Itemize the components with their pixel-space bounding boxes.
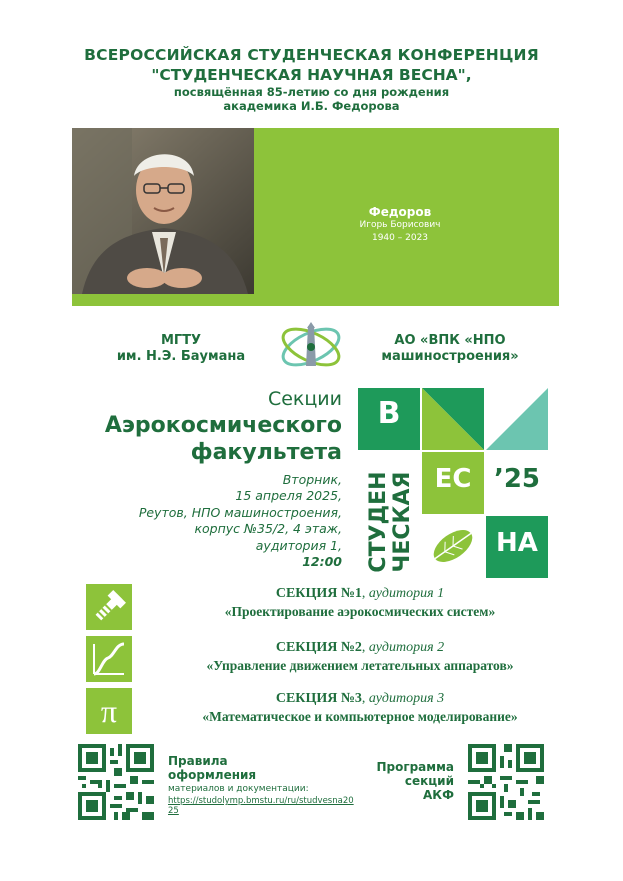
section-2-title: «Управление движением летательных аппаратов» bbox=[206, 658, 514, 673]
brand-letters-na: НА bbox=[496, 528, 538, 558]
organizer-left-line2: им. Н.Э. Баумана bbox=[116, 349, 246, 364]
dedication-name: академика И.Б. Федорова bbox=[223, 99, 400, 113]
rules-qr-code[interactable] bbox=[78, 744, 154, 820]
brand-vertical-text bbox=[367, 459, 415, 585]
brand-vertical-2: ЧЕСКАЯ bbox=[390, 471, 415, 573]
program-label bbox=[350, 760, 454, 802]
brand-year: ’25 bbox=[493, 464, 541, 494]
brand-letters-es: ЕС bbox=[434, 464, 472, 494]
organizer-npo bbox=[350, 333, 550, 365]
section-1-title: «Проектирование аэрокосмических систем» bbox=[224, 604, 496, 619]
event-room: аудитория 1, bbox=[255, 538, 342, 553]
faculty-logo bbox=[268, 320, 354, 374]
rules-link[interactable]: https://studolymp.bmstu.ru/ru/studvesna2025 bbox=[168, 796, 354, 816]
event-date: 15 апреля 2025, bbox=[235, 488, 342, 503]
sections-heading-1: Секции bbox=[267, 388, 342, 410]
program-line2: секций bbox=[404, 774, 454, 788]
program-line3: АКФ bbox=[423, 788, 454, 802]
section-3-title: «Математическое и компьютерное моделирование» bbox=[202, 709, 518, 724]
brand-vertical-1: СТУДЕН bbox=[366, 471, 391, 573]
section-3-room: аудитория 3 bbox=[368, 691, 445, 706]
section-2-room: аудитория 2 bbox=[368, 640, 445, 655]
section-1-room: аудитория 1 bbox=[368, 586, 445, 601]
sections-heading-2: Аэрокосмического bbox=[104, 413, 342, 438]
section-2-header: СЕКЦИЯ №2, аудитория 2 bbox=[275, 640, 445, 655]
rules-subtitle: материалов и документации: bbox=[168, 784, 309, 794]
rules-line1: Правила bbox=[168, 754, 228, 768]
section-3-number: СЕКЦИЯ №3 bbox=[275, 691, 362, 706]
organizer-bmstu bbox=[116, 333, 246, 365]
section-1-number: СЕКЦИЯ №1 bbox=[275, 586, 362, 601]
portrait-surname: Федоров bbox=[368, 205, 432, 219]
svg-text:π: π bbox=[100, 693, 118, 729]
event-day: Вторник, bbox=[282, 472, 342, 487]
organizer-right-line1: АО «ВПК «НПО bbox=[394, 333, 506, 348]
organizer-right-line2: машиностроения» bbox=[381, 349, 519, 364]
event-building: корпус №35/2, 4 этаж, bbox=[194, 521, 342, 536]
rules-line2: оформления bbox=[168, 768, 257, 782]
program-line1: Программа bbox=[376, 760, 454, 774]
rules-heading bbox=[168, 754, 358, 782]
conference-name: "СТУДЕНЧЕСКАЯ НАУЧНАЯ ВЕСНА", bbox=[151, 66, 472, 84]
section-3-header: СЕКЦИЯ №3, аудитория 3 bbox=[275, 691, 445, 706]
student-spring-logo bbox=[358, 388, 548, 578]
portrait-photo bbox=[72, 128, 254, 294]
portrait-years: 1940 – 2023 bbox=[371, 233, 429, 243]
conference-title: ВСЕРОССИЙСКАЯ СТУДЕНЧЕСКАЯ КОНФЕРЕНЦИЯ bbox=[84, 46, 539, 64]
event-place: Реутов, НПО машиностроения, bbox=[138, 505, 342, 520]
program-qr-code[interactable] bbox=[468, 744, 544, 820]
dedication-line: посвящённая 85-летию со дня рождения bbox=[173, 85, 450, 99]
portrait-first-name: Игорь Борисович bbox=[359, 220, 441, 230]
event-time: 12:00 bbox=[302, 554, 342, 569]
sections-heading-3: факультета bbox=[190, 440, 342, 465]
brand-letter-v: В bbox=[377, 396, 401, 431]
organizer-left-line1: МГТУ bbox=[160, 333, 202, 348]
section-1-header: СЕКЦИЯ №1, аудитория 1 bbox=[275, 586, 445, 601]
section-2-number: СЕКЦИЯ №2 bbox=[275, 640, 362, 655]
